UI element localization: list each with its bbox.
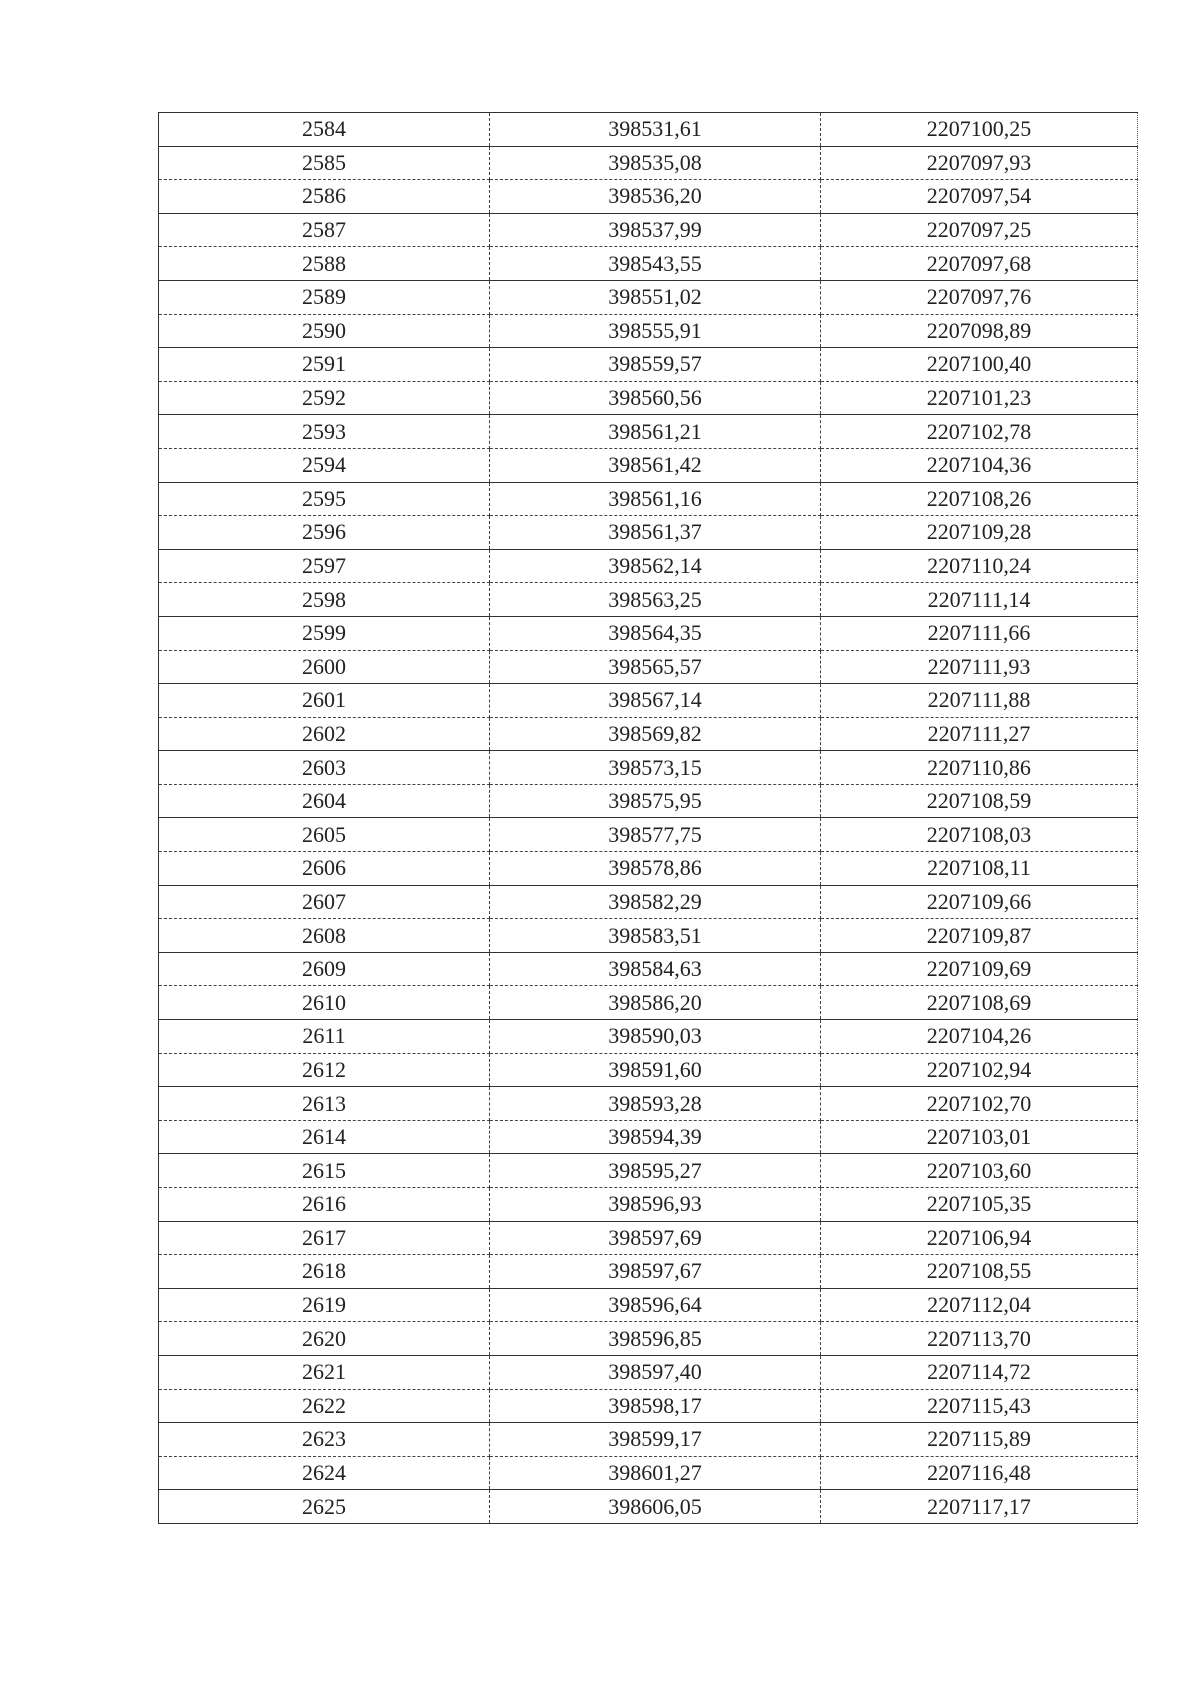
- y-coordinate-cell: 2207109,28: [821, 516, 1138, 550]
- table-row: [159, 1288, 1138, 1322]
- table-row: [159, 1120, 1138, 1154]
- y-coordinate-cell: 2207108,11: [821, 852, 1138, 886]
- x-coordinate-cell: 398596,64: [490, 1288, 821, 1322]
- x-coordinate-cell: 398596,85: [490, 1322, 821, 1356]
- point-number-cell: 2584: [159, 113, 490, 147]
- x-coordinate-cell: 398575,95: [490, 784, 821, 818]
- point-number-cell: 2622: [159, 1389, 490, 1423]
- table-row: [159, 784, 1138, 818]
- table-row: [159, 650, 1138, 684]
- x-coordinate-cell: 398606,05: [490, 1490, 821, 1524]
- table-row: [159, 1456, 1138, 1490]
- x-coordinate-cell: 398582,29: [490, 885, 821, 919]
- y-coordinate-cell: 2207115,43: [821, 1389, 1138, 1423]
- y-coordinate-cell: 2207109,66: [821, 885, 1138, 919]
- table-row: [159, 280, 1138, 314]
- point-number-cell: 2614: [159, 1120, 490, 1154]
- point-number-cell: 2605: [159, 818, 490, 852]
- x-coordinate-cell: 398597,69: [490, 1221, 821, 1255]
- table-row: [159, 986, 1138, 1020]
- x-coordinate-cell: 398599,17: [490, 1423, 821, 1457]
- point-number-cell: 2620: [159, 1322, 490, 1356]
- table-row: [159, 1423, 1138, 1457]
- x-coordinate-cell: 398559,57: [490, 348, 821, 382]
- x-coordinate-cell: 398596,93: [490, 1188, 821, 1222]
- y-coordinate-cell: 2207108,69: [821, 986, 1138, 1020]
- point-number-cell: 2610: [159, 986, 490, 1020]
- x-coordinate-cell: 398578,86: [490, 852, 821, 886]
- table-row: [159, 516, 1138, 550]
- table-row: [159, 213, 1138, 247]
- x-coordinate-cell: 398598,17: [490, 1389, 821, 1423]
- y-coordinate-cell: 2207115,89: [821, 1423, 1138, 1457]
- point-number-cell: 2613: [159, 1087, 490, 1121]
- point-number-cell: 2612: [159, 1053, 490, 1087]
- y-coordinate-cell: 2207109,87: [821, 919, 1138, 953]
- x-coordinate-cell: 398564,35: [490, 616, 821, 650]
- y-coordinate-cell: 2207097,54: [821, 180, 1138, 214]
- x-coordinate-cell: 398555,91: [490, 314, 821, 348]
- point-number-cell: 2592: [159, 381, 490, 415]
- point-number-cell: 2607: [159, 885, 490, 919]
- point-number-cell: 2621: [159, 1355, 490, 1389]
- x-coordinate-cell: 398537,99: [490, 213, 821, 247]
- x-coordinate-cell: 398561,21: [490, 415, 821, 449]
- point-number-cell: 2611: [159, 1020, 490, 1054]
- y-coordinate-cell: 2207112,04: [821, 1288, 1138, 1322]
- y-coordinate-cell: 2207110,24: [821, 549, 1138, 583]
- y-coordinate-cell: 2207100,25: [821, 113, 1138, 147]
- point-number-cell: 2601: [159, 684, 490, 718]
- table-row: [159, 247, 1138, 281]
- y-coordinate-cell: 2207104,36: [821, 448, 1138, 482]
- point-number-cell: 2606: [159, 852, 490, 886]
- y-coordinate-cell: 2207105,35: [821, 1188, 1138, 1222]
- coordinates-table: [158, 112, 1138, 1524]
- point-number-cell: 2619: [159, 1288, 490, 1322]
- y-coordinate-cell: 2207103,60: [821, 1154, 1138, 1188]
- y-coordinate-cell: 2207104,26: [821, 1020, 1138, 1054]
- table-row: [159, 113, 1138, 147]
- table-row: [159, 549, 1138, 583]
- table-row: [159, 448, 1138, 482]
- table-row: [159, 717, 1138, 751]
- table-row: [159, 1053, 1138, 1087]
- x-coordinate-cell: 398584,63: [490, 952, 821, 986]
- point-number-cell: 2585: [159, 146, 490, 180]
- x-coordinate-cell: 398601,27: [490, 1456, 821, 1490]
- table-row: [159, 1355, 1138, 1389]
- y-coordinate-cell: 2207116,48: [821, 1456, 1138, 1490]
- table-row: [159, 314, 1138, 348]
- y-coordinate-cell: 2207111,93: [821, 650, 1138, 684]
- table-row: [159, 482, 1138, 516]
- table-row: [159, 1188, 1138, 1222]
- x-coordinate-cell: 398567,14: [490, 684, 821, 718]
- table-row: [159, 348, 1138, 382]
- point-number-cell: 2603: [159, 751, 490, 785]
- y-coordinate-cell: 2207102,94: [821, 1053, 1138, 1087]
- table-row: [159, 1490, 1138, 1524]
- x-coordinate-cell: 398536,20: [490, 180, 821, 214]
- table-row: [159, 381, 1138, 415]
- y-coordinate-cell: 2207109,69: [821, 952, 1138, 986]
- table-row: [159, 1087, 1138, 1121]
- x-coordinate-cell: 398560,56: [490, 381, 821, 415]
- y-coordinate-cell: 2207102,70: [821, 1087, 1138, 1121]
- table-row: [159, 146, 1138, 180]
- x-coordinate-cell: 398561,42: [490, 448, 821, 482]
- point-number-cell: 2615: [159, 1154, 490, 1188]
- point-number-cell: 2588: [159, 247, 490, 281]
- table-row: [159, 616, 1138, 650]
- x-coordinate-cell: 398594,39: [490, 1120, 821, 1154]
- point-number-cell: 2625: [159, 1490, 490, 1524]
- point-number-cell: 2604: [159, 784, 490, 818]
- y-coordinate-cell: 2207111,88: [821, 684, 1138, 718]
- y-coordinate-cell: 2207103,01: [821, 1120, 1138, 1154]
- x-coordinate-cell: 398569,82: [490, 717, 821, 751]
- point-number-cell: 2595: [159, 482, 490, 516]
- y-coordinate-cell: 2207108,59: [821, 784, 1138, 818]
- y-coordinate-cell: 2207100,40: [821, 348, 1138, 382]
- table-row: [159, 1389, 1138, 1423]
- table-row: [159, 583, 1138, 617]
- x-coordinate-cell: 398577,75: [490, 818, 821, 852]
- point-number-cell: 2616: [159, 1188, 490, 1222]
- x-coordinate-cell: 398561,37: [490, 516, 821, 550]
- document-page: [158, 112, 1137, 1524]
- point-number-cell: 2589: [159, 280, 490, 314]
- point-number-cell: 2617: [159, 1221, 490, 1255]
- point-number-cell: 2590: [159, 314, 490, 348]
- table-row: [159, 1154, 1138, 1188]
- point-number-cell: 2598: [159, 583, 490, 617]
- point-number-cell: 2608: [159, 919, 490, 953]
- y-coordinate-cell: 2207114,72: [821, 1355, 1138, 1389]
- x-coordinate-cell: 398597,40: [490, 1355, 821, 1389]
- table-row: [159, 751, 1138, 785]
- point-number-cell: 2623: [159, 1423, 490, 1457]
- y-coordinate-cell: 2207108,26: [821, 482, 1138, 516]
- y-coordinate-cell: 2207097,25: [821, 213, 1138, 247]
- x-coordinate-cell: 398597,67: [490, 1255, 821, 1289]
- y-coordinate-cell: 2207097,93: [821, 146, 1138, 180]
- y-coordinate-cell: 2207102,78: [821, 415, 1138, 449]
- y-coordinate-cell: 2207111,66: [821, 616, 1138, 650]
- x-coordinate-cell: 398561,16: [490, 482, 821, 516]
- point-number-cell: 2602: [159, 717, 490, 751]
- y-coordinate-cell: 2207108,03: [821, 818, 1138, 852]
- x-coordinate-cell: 398563,25: [490, 583, 821, 617]
- point-number-cell: 2593: [159, 415, 490, 449]
- point-number-cell: 2597: [159, 549, 490, 583]
- x-coordinate-cell: 398551,02: [490, 280, 821, 314]
- table-row: [159, 919, 1138, 953]
- table-row: [159, 684, 1138, 718]
- table-row: [159, 180, 1138, 214]
- point-number-cell: 2618: [159, 1255, 490, 1289]
- table-row: [159, 885, 1138, 919]
- x-coordinate-cell: 398591,60: [490, 1053, 821, 1087]
- y-coordinate-cell: 2207097,76: [821, 280, 1138, 314]
- x-coordinate-cell: 398586,20: [490, 986, 821, 1020]
- x-coordinate-cell: 398565,57: [490, 650, 821, 684]
- table-row: [159, 1322, 1138, 1356]
- x-coordinate-cell: 398573,15: [490, 751, 821, 785]
- y-coordinate-cell: 2207108,55: [821, 1255, 1138, 1289]
- point-number-cell: 2594: [159, 448, 490, 482]
- point-number-cell: 2599: [159, 616, 490, 650]
- point-number-cell: 2609: [159, 952, 490, 986]
- y-coordinate-cell: 2207110,86: [821, 751, 1138, 785]
- x-coordinate-cell: 398583,51: [490, 919, 821, 953]
- point-number-cell: 2586: [159, 180, 490, 214]
- x-coordinate-cell: 398593,28: [490, 1087, 821, 1121]
- x-coordinate-cell: 398590,03: [490, 1020, 821, 1054]
- y-coordinate-cell: 2207117,17: [821, 1490, 1138, 1524]
- y-coordinate-cell: 2207111,14: [821, 583, 1138, 617]
- point-number-cell: 2591: [159, 348, 490, 382]
- table-row: [159, 952, 1138, 986]
- point-number-cell: 2596: [159, 516, 490, 550]
- table-row: [159, 415, 1138, 449]
- x-coordinate-cell: 398562,14: [490, 549, 821, 583]
- point-number-cell: 2587: [159, 213, 490, 247]
- point-number-cell: 2624: [159, 1456, 490, 1490]
- point-number-cell: 2600: [159, 650, 490, 684]
- table-row: [159, 1221, 1138, 1255]
- table-row: [159, 818, 1138, 852]
- x-coordinate-cell: 398543,55: [490, 247, 821, 281]
- y-coordinate-cell: 2207097,68: [821, 247, 1138, 281]
- table-row: [159, 1255, 1138, 1289]
- table-row: [159, 852, 1138, 886]
- x-coordinate-cell: 398535,08: [490, 146, 821, 180]
- x-coordinate-cell: 398531,61: [490, 113, 821, 147]
- y-coordinate-cell: 2207101,23: [821, 381, 1138, 415]
- coordinates-table-body: [159, 113, 1138, 1524]
- y-coordinate-cell: 2207111,27: [821, 717, 1138, 751]
- x-coordinate-cell: 398595,27: [490, 1154, 821, 1188]
- y-coordinate-cell: 2207113,70: [821, 1322, 1138, 1356]
- table-row: [159, 1020, 1138, 1054]
- y-coordinate-cell: 2207106,94: [821, 1221, 1138, 1255]
- y-coordinate-cell: 2207098,89: [821, 314, 1138, 348]
